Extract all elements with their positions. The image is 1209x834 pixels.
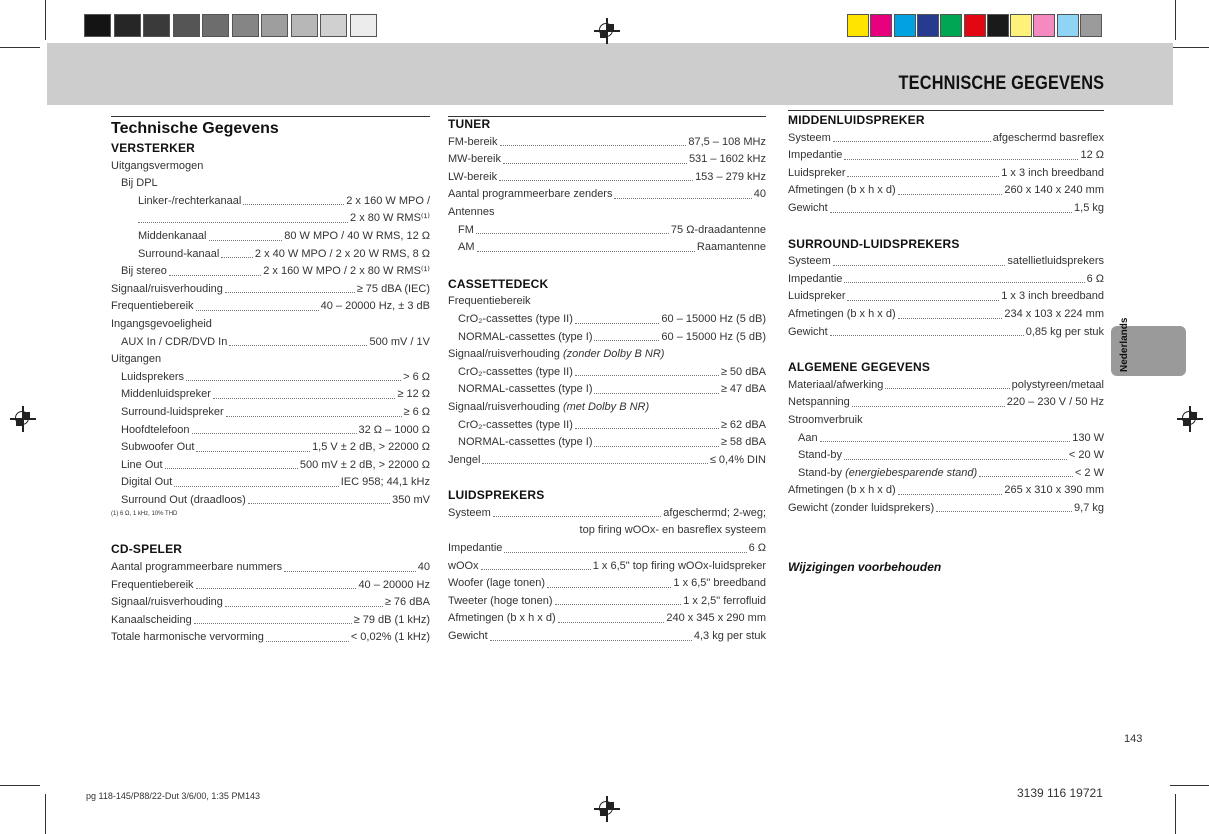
spec-continuation: top firing wOOx- en basreflex systeem [579, 524, 766, 537]
spec-row: Woofer (lage tonen) 1 x 6,5" breedband [448, 577, 766, 590]
document-code: 3139 116 19721 [1017, 786, 1103, 800]
spec-row: Gewicht (zonder luidsprekers) 9,7 kg [788, 501, 1104, 514]
surround-spec-list [788, 253, 1104, 341]
column-tuner-cassette-speakers [448, 116, 766, 646]
cassette-snr1-list [448, 364, 766, 399]
spec-row: Jengel ≤ 0,4% DIN [448, 453, 766, 466]
label-frequentiebereik: Frequentiebereik [448, 295, 531, 308]
general-spec-list-2 [788, 482, 1104, 517]
spec-row: 2 x 80 W RMS⁽¹⁾ [111, 210, 430, 228]
spec-row: CrO₂-cassettes (type II) ≥ 62 dBA [458, 418, 766, 431]
gray-swatch [202, 14, 229, 37]
spec-row: Aantal programmeerbare zenders 40 [448, 188, 766, 201]
label-uitgangen: Uitgangen [111, 353, 162, 366]
print-slug: pg 118-145/P88/22-Dut 3/6/00, 1:35 PM143 [86, 791, 260, 801]
gray-swatch [143, 14, 170, 37]
spec-row: NORMAL-cassettes (type I) ≥ 58 dBA [458, 436, 766, 449]
crop-mark [45, 0, 46, 40]
spec-row: Signaal/ruisverhouding ≥ 75 dBA (IEC) [111, 282, 430, 295]
crop-mark [1175, 0, 1176, 40]
color-swatch [1010, 14, 1032, 37]
gray-swatch [320, 14, 347, 37]
page-number: 143 [1124, 733, 1143, 745]
spec-row: Materiaal/afwerking polystyreen/metaal [788, 378, 1104, 391]
spec-row: Luidspreker 1 x 3 inch breedband [788, 166, 1104, 179]
spec-row: CrO₂-cassettes (type II) 60 – 15000 Hz (5 dB) [458, 312, 766, 325]
spec-row: Totale harmonische vervorming < 0,02% (1 kHz) [111, 631, 430, 644]
gray-swatch [84, 14, 111, 37]
color-swatch [1033, 14, 1055, 37]
gray-swatch [114, 14, 141, 37]
spec-row: Surround-luidspreker ≥ 6 Ω [121, 405, 430, 418]
spec-row: FM-bereik 87,5 – 108 MHz [448, 135, 766, 148]
spec-row: CrO₂-cassettes (type II) ≥ 50 dBA [458, 365, 766, 378]
label-snr-zonder: Signaal/ruisverhouding (zonder Dolby B NR) [448, 348, 665, 361]
general-spec-list [788, 377, 1104, 412]
spec-row: Frequentiebereik 40 – 20000 Hz, ± 3 dB [111, 300, 430, 313]
spec-row: MW-bereik 531 – 1602 kHz [448, 153, 766, 166]
label-uitgangsvermogen: Uitgangsvermogen [111, 159, 204, 172]
spec-row: AM Raamantenne [458, 241, 766, 254]
spec-row: Surround-kanaal 2 x 40 W MPO / 2 x 20 W RMS, 8 Ω [138, 247, 430, 260]
spec-row: Kanaalscheiding ≥ 79 dB (1 kHz) [111, 613, 430, 626]
color-swatch [870, 14, 892, 37]
spec-row: Signaal/ruisverhouding ≥ 76 dBA [111, 596, 430, 609]
spec-row: NORMAL-cassettes (type I) 60 – 15000 Hz (5 dB) [458, 330, 766, 343]
changes-reserved-note: Wijzigingen voorbehouden [788, 560, 942, 574]
spec-row: Subwoofer Out 1,5 V ± 2 dB, > 22000 Ω [121, 441, 430, 454]
crop-mark [45, 794, 46, 834]
page-title: TECHNISCHE GEGEVENS [898, 73, 1104, 94]
heading-tuner: TUNER [448, 117, 491, 131]
spec-row: Systeem afgeschermd basreflex [788, 131, 1104, 144]
spec-row: Aan 130 W [798, 431, 1104, 444]
cassette-snr2-list [448, 417, 766, 452]
spec-row: Stand-by < 20 W [798, 449, 1104, 462]
spec-row: Linker-/rechterkanaal 2 x 160 W MPO / [138, 194, 430, 207]
cd-spec-list [111, 559, 430, 647]
center-spec-list [788, 130, 1104, 218]
crop-mark [0, 785, 40, 786]
spec-row: Frequentiebereik 40 – 20000 Hz [111, 578, 430, 591]
heading-surround-luidsprekers: SURROUND-LUIDSPREKERS [788, 236, 960, 251]
spec-row: Impedantie 6 Ω [788, 272, 1104, 285]
color-swatch [847, 14, 869, 37]
color-swatch [987, 14, 1009, 37]
label-stroomverbruik: Stroomverbruik [788, 413, 863, 426]
speaker-spec-list [448, 540, 766, 646]
color-swatch [1057, 14, 1079, 37]
gray-swatch [173, 14, 200, 37]
registration-mark-icon [594, 18, 620, 44]
spec-row: Gewicht 4,3 kg per stuk [448, 630, 766, 643]
footnote: (1) 6 Ω, 1 kHz, 10% THD [111, 511, 178, 518]
spec-row: Tweeter (hoge tonen) 1 x 2,5" ferrofluid [448, 594, 766, 607]
heading-cassettedeck: CASSETTEDECK [448, 276, 549, 291]
spec-row: Afmetingen (b x h x d) 234 x 103 x 224 mm [788, 307, 1104, 320]
spec-row: Afmetingen (b x h x d) 265 x 310 x 390 mm [788, 484, 1104, 497]
label-snr-met: Signaal/ruisverhouding (met Dolby B NR) [448, 400, 650, 413]
spec-row: Middenluidspreker ≥ 12 Ω [121, 388, 430, 401]
spec-row: Gewicht 1,5 kg [788, 201, 1104, 214]
spec-row: Luidspreker 1 x 3 inch breedband [788, 290, 1104, 303]
spec-row: FM 75 Ω-draadantenne [458, 223, 766, 236]
spec-row: AUX In / CDR/DVD In 500 mV / 1V [121, 335, 430, 348]
color-swatch [917, 14, 939, 37]
tuner-spec-list [448, 134, 766, 204]
spec-row: wOOx 1 x 6,5" top firing wOOx-luidspreker [448, 559, 766, 572]
spec-row: Afmetingen (b x h x d) 260 x 140 x 240 mm [788, 184, 1104, 197]
heading-luidsprekers: LUIDSPREKERS [448, 488, 545, 503]
registration-mark-icon [10, 406, 36, 432]
cassette-freq-list [448, 311, 766, 346]
color-swatch [964, 14, 986, 37]
spec-row: Digital Out IEC 958; 44,1 kHz [121, 476, 430, 489]
spec-row: Impedantie 12 Ω [788, 149, 1104, 162]
crop-mark [1170, 47, 1209, 48]
gray-swatch [261, 14, 288, 37]
spec-row: Surround Out (draadloos) 350 mV [121, 493, 430, 506]
crop-mark [0, 47, 40, 48]
spec-row: Gewicht 0,85 kg per stuk [788, 325, 1104, 338]
heading-middenluidspreker: MIDDENLUIDSPREKER [788, 113, 925, 127]
label-antennes: Antennes [448, 205, 495, 218]
registration-mark-icon [1177, 406, 1203, 432]
registration-mark-icon [594, 796, 620, 822]
language-tab-label: Nederlands [1119, 317, 1130, 372]
spec-row: Impedantie 6 Ω [448, 542, 766, 555]
spec-row: Bij stereo 2 x 160 W MPO / 2 x 80 W RMS⁽¹⁾ [121, 265, 430, 278]
spec-row: LW-bereik 153 – 279 kHz [448, 170, 766, 183]
section-rule [788, 110, 1104, 111]
spec-row: Afmetingen (b x h x d) 240 x 345 x 290 mm [448, 612, 766, 625]
column-center-surround-general [788, 112, 1104, 517]
crop-mark [1170, 785, 1209, 786]
label-bij-dpl: Bij DPL [121, 177, 158, 190]
gray-swatch [232, 14, 259, 37]
spec-row: Middenkanaal 80 W MPO / 40 W RMS, 12 Ω [138, 229, 430, 242]
spec-row: Line Out 500 mV ± 2 dB, > 22000 Ω [121, 458, 430, 471]
spec-row: Hoofdtelefoon 32 Ω – 1000 Ω [121, 423, 430, 436]
spec-row: Aantal programmeerbare nummers 40 [111, 561, 430, 574]
color-swatch [894, 14, 916, 37]
heading-versterker: VERSTERKER [111, 141, 196, 155]
spec-row: Luidsprekers > 6 Ω [121, 370, 430, 383]
spec-row: Stand-by (energiebesparende stand) < 2 W [798, 466, 1104, 479]
gray-swatch [291, 14, 318, 37]
heading-cd-speler: CD-SPELER [111, 542, 183, 557]
spec-row: Systeem satellietluidsprekers [788, 255, 1104, 268]
section-title: Technische Gegevens [111, 120, 279, 137]
spec-row: Netspanning 220 – 230 V / 50 Hz [788, 396, 1104, 409]
spec-row: NORMAL-cassettes (type I) ≥ 47 dBA [458, 383, 766, 396]
color-swatch [940, 14, 962, 37]
label-ingangsgevoeligheid: Ingangsgevoeligheid [111, 317, 212, 330]
crop-mark [1175, 794, 1176, 834]
gray-swatch [350, 14, 377, 37]
spec-row: Systeem afgeschermd; 2-weg; [448, 506, 766, 519]
outputs-list [111, 369, 430, 510]
heading-algemene-gegevens: ALGEMENE GEGEVENS [788, 360, 931, 375]
section-rule [111, 116, 430, 117]
column-amplifier-cd [111, 118, 430, 647]
color-swatch [1080, 14, 1102, 37]
